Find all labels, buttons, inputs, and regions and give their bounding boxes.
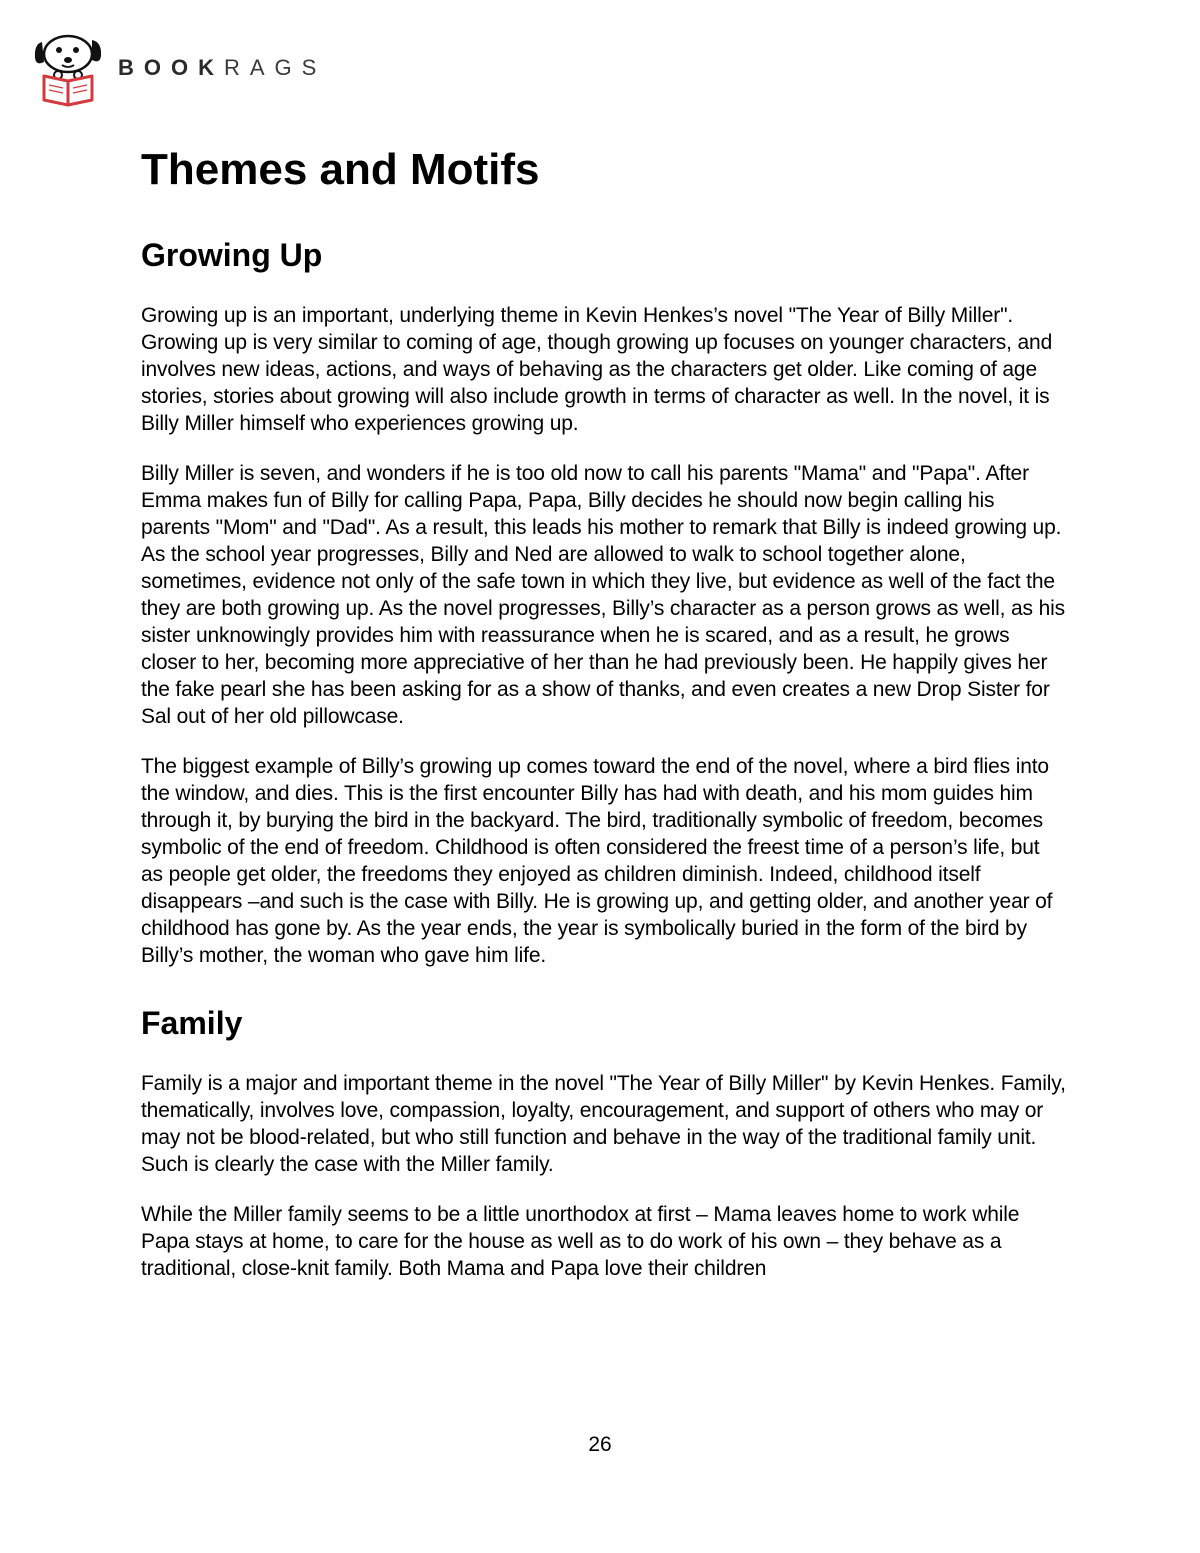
bookrags-logo — [32, 32, 326, 108]
paragraph: Family is a major and important theme in the novel "The Year of Billy Miller" by Kevin Henkes. Family, thematically, involves love, compassion, loyalty, encouragement, and support of others who may or may not be blood-related, but who still function and behave in the way of the traditional family unit. Such is clearly the case with the Miller family. — [141, 1072, 1066, 1176]
document-body — [141, 140, 1066, 1305]
paragraph: Billy Miller is seven, and wonders if he is too old now to call his parents "Mama" and "Papa". After Emma makes fun of Billy for calling Papa, Papa, Billy decides he should now begin calling his parents "Mom" and "Dad". As a result, this leads his mother to remark that Billy is indeed growing up. As the school year progresses, Billy and Ned are allowed to walk to school together alone, sometimes, evidence not only of the safe town in which they live, but evidence as well of the fact the they are both growing up. As the novel progresses, Billy’s character as a person grows as well, as his sister unknowingly provides him with reassurance when he is scared, and as a result, he grows closer to her, becoming more appreciative of her than he had previously been. He happily gives her the fake pearl she has been asking for as a show of thanks, and even creates a new Drop Sister for Sal out of her old pillowcase. — [141, 462, 1065, 728]
brand-wordmark — [118, 55, 326, 81]
paragraph: While the Miller family seems to be a little unorthodox at first – Mama leaves home to work while Papa stays at home, to care for the house as well as to do work of his own – they behave as a traditional, close-knit family. Both Mama and Papa love their children — [141, 1203, 1020, 1280]
section-heading-family: Family — [141, 1005, 243, 1041]
brand-wordmark-bold: BOOK — [118, 55, 224, 80]
paragraph: The biggest example of Billy’s growing up comes toward the end of the novel, where a bird flies into the window, and dies. This is the first encounter Billy has had with death, and his mom guides him through it, by burying the bird in the backyard. The bird, traditionally symbolic of freedom, becomes symbolic of the end of freedom. Childhood is often considered the freest time of a person’s life, but as people get older, the freedoms they enjoyed as children diminish. Indeed, childhood itself disappears –and such is the case with Billy. He is growing up, and getting older, and another year of childhood has gone by. As the year ends, the year is symbolically buried in the form of the bird by Billy’s mother, the woman who gave him life. — [141, 755, 1053, 967]
page-number: 26 — [588, 1433, 612, 1456]
brand-wordmark-light: RAGS — [224, 55, 327, 80]
paragraph: Growing up is an important, underlying theme in Kevin Henkes’s novel "The Year of Billy Miller". Growing up is very similar to coming of age, though growing up focuses on younger characters, and involves new ideas, actions, and ways of behaving as the characters get older. Like coming of age stories, stories about growing will also include growth in terms of character as well. In the novel, it is Billy Miller himself who experiences growing up. — [141, 304, 1053, 435]
page-title: Themes and Motifs — [141, 145, 540, 194]
section-heading-growing-up: Growing Up — [141, 237, 323, 273]
dog-reading-book-icon — [32, 32, 104, 108]
